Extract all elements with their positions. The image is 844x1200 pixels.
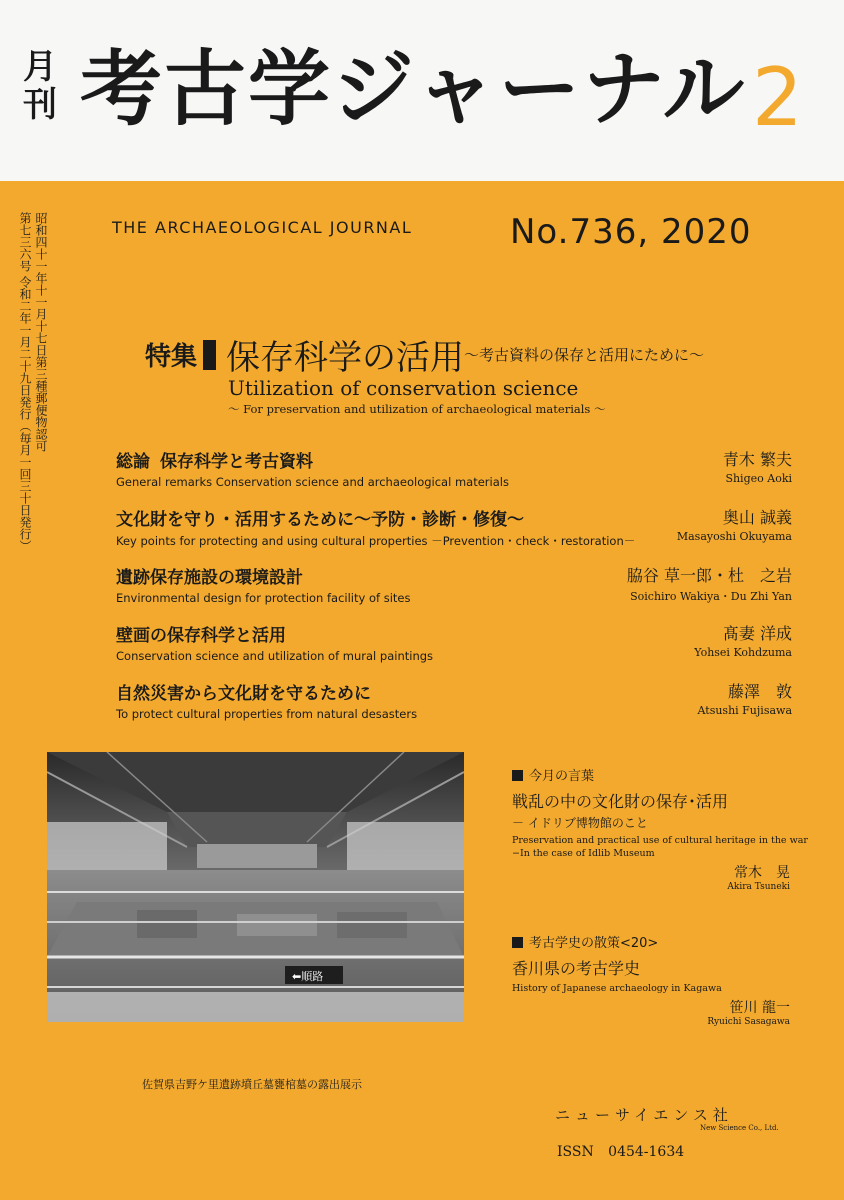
column-heading — [512, 765, 790, 784]
side-publication-info: 第七三六号 令和二年一月二十九日発行（毎月一回三十日発行） — [18, 212, 32, 552]
article-category: 総論 — [116, 452, 150, 472]
article-title — [116, 447, 792, 472]
journal-english-title: THE ARCHAEOLOGICAL JOURNAL — [112, 218, 413, 237]
feature-subtitle: ～考古資料の保存と活用にために～ — [464, 346, 705, 364]
column-title-en: History of Japanese archaeology in Kagawa — [512, 983, 722, 994]
article-author: 藤澤 敦 — [727, 682, 792, 701]
monthly-char-1: 月 — [23, 47, 57, 87]
column-heading — [512, 932, 790, 951]
article-title-text: 保存科学と考古資料 — [160, 452, 313, 472]
side-postal-info: 昭和四十一年十一月十七日第三種郵便物認可 — [34, 212, 48, 452]
article-title-en: Key points for protecting and using cultural properties －Prevention・check・restoration－ — [116, 534, 636, 548]
feature-bar — [203, 340, 216, 370]
article-author: 脇谷 草一郎・杜 之岩 — [626, 566, 792, 585]
article-author-en: Masayoshi Okuyama — [676, 530, 792, 543]
cover-header — [0, 0, 844, 181]
column-history-walk — [512, 932, 790, 1027]
article-title-en: Environmental design for protection facility of sites — [116, 591, 411, 605]
article-4 — [116, 621, 792, 663]
square-bullet-icon — [512, 770, 523, 781]
article-author: 奥山 誠義 — [722, 508, 792, 527]
column-heading-text: 考古学史の散策<20> — [529, 936, 659, 951]
article-title: 文化財を守り・活用するために～予防・診断・修復～ — [116, 510, 524, 530]
article-title: 自然災害から文化財を守るために — [116, 684, 371, 704]
column-heading-text: 今月の言葉 — [529, 769, 595, 784]
journal-title: 考古学ジャーナル — [80, 42, 747, 137]
article-3 — [116, 563, 792, 605]
column-author: 笹川 龍一 — [729, 1000, 790, 1016]
column-subtitle-en: −In the case of Idlib Museum — [512, 848, 655, 859]
article-author-en: Atsushi Fujisawa — [697, 704, 792, 717]
issue-number: No.736, 2020 — [510, 212, 752, 252]
publisher-name-en: New Science Co., Ltd. — [700, 1124, 779, 1132]
column-author-en: Akira Tsuneki — [727, 882, 790, 892]
article-author-en: Shigeo Aoki — [725, 472, 792, 485]
article-title-en: Conservation science and utilization of mural paintings — [116, 649, 434, 663]
column-title-en: Preservation and practical use of cultural heritage in the war — [512, 835, 808, 846]
feature-heading — [145, 330, 704, 379]
article-author-en: Yohsei Kohdzuma — [694, 646, 792, 659]
column-author: 常木 晃 — [734, 865, 790, 881]
feature-title-en: Utilization of conservation science — [228, 376, 579, 400]
column-subtitle: － イドリブ博物館のこと — [512, 816, 648, 830]
article-title-en: To protect cultural properties from natural desasters — [116, 707, 418, 721]
article-1 — [116, 447, 792, 489]
article-author-en: Soichiro Wakiya・Du Zhi Yan — [630, 590, 792, 603]
feature-subtitle-en: ～ For preservation and utilization of archaeological materials ～ — [228, 402, 606, 416]
publisher-name: ニューサイエンス社 — [555, 1106, 733, 1124]
exhibition-hall-image — [47, 752, 464, 1022]
feature-title: 保存科学の活用 — [226, 338, 465, 378]
square-bullet-icon — [512, 937, 523, 948]
article-author: 青木 繁夫 — [722, 450, 792, 469]
column-author-en: Ryuichi Sasagawa — [707, 1017, 790, 1027]
article-title: 遺跡保存施設の環境設計 — [116, 568, 303, 588]
feature-tag: 特集 — [145, 342, 198, 372]
column-title: 香川県の考古学史 — [512, 959, 641, 978]
column-words-of-month — [512, 765, 808, 892]
article-2 — [116, 505, 792, 549]
route-sign: ⬅順路 — [292, 970, 324, 983]
column-title: 戦乱の中の文化財の保存･活用 — [512, 792, 729, 811]
article-5 — [116, 679, 792, 721]
issn: ISSN 0454-1634 — [557, 1144, 685, 1160]
photo-caption: 佐賀県吉野ケ里遺跡墳丘墓甕棺墓の露出展示 — [142, 1078, 362, 1091]
monthly-label — [20, 48, 60, 124]
article-title-en: General remarks Conservation science and archaeological materials — [116, 475, 509, 489]
article-title: 壁画の保存科学と活用 — [116, 626, 286, 646]
article-author: 髙妻 洋成 — [722, 624, 792, 643]
monthly-char-2: 刊 — [23, 85, 57, 125]
issue-month: 2 — [752, 51, 803, 144]
cover-photo — [47, 752, 464, 1022]
